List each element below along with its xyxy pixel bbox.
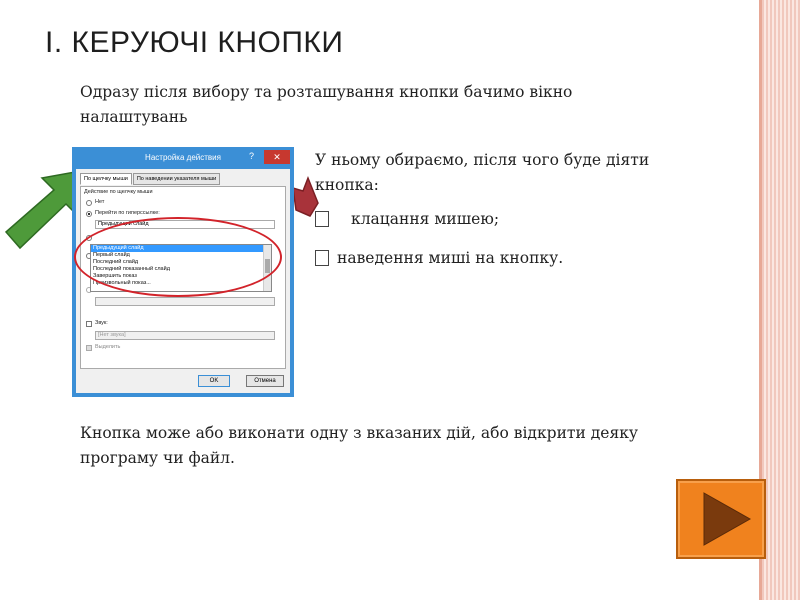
tab-mouse-over[interactable]: По наведении указателя мыши — [133, 173, 220, 185]
red-arrow-icon — [293, 178, 318, 216]
goto-select[interactable]: Предыдущий слайд — [95, 220, 275, 229]
dialog-tabs — [80, 173, 221, 185]
bottom-text: Кнопка може або виконати одну з вказаних дій, або відкрити деяку програму чи файл. — [80, 424, 639, 467]
list-item[interactable]: Произвольный показ... — [93, 280, 151, 286]
group-label: Действие по щелчку мыши — [84, 189, 153, 195]
next-slide-button[interactable] — [676, 479, 766, 559]
sound-label: Звук: — [95, 320, 108, 326]
action-select[interactable] — [95, 297, 275, 306]
choose-text: У ньому обираємо, після чого буде діяти кнопка: — [315, 151, 650, 194]
dialog-titlebar — [72, 147, 294, 169]
close-icon[interactable]: ✕ — [264, 150, 290, 164]
play-icon — [678, 481, 764, 557]
sound-checkbox[interactable] — [86, 321, 92, 327]
radio-none-label: Нет — [95, 199, 105, 205]
highlight-label: Выделить — [95, 344, 121, 350]
radio-goto[interactable] — [86, 211, 92, 217]
radio-goto-label: Перейти по гиперссылке: — [95, 210, 160, 216]
list-item[interactable]: Предыдущий слайд — [91, 245, 271, 252]
slide-title: І. КЕРУЮЧІ КНОПКИ — [45, 26, 344, 59]
intro-text: Одразу після вибору та розташування кнопки бачимо вікно налаштувань — [80, 83, 573, 126]
list-item[interactable]: Последний показанный слайд — [93, 266, 170, 272]
tab-mouse-click[interactable]: По щелчку мыши — [80, 173, 132, 185]
list-item[interactable]: Последний слайд — [93, 259, 139, 265]
bullet-hover-text: наведення миші на кнопку. — [337, 249, 564, 267]
bullet-click-text: клацання мишею; — [351, 210, 500, 228]
cancel-button[interactable]: Отмена — [246, 375, 284, 387]
help-icon[interactable]: ? — [248, 151, 254, 161]
sound-select[interactable]: [Нет звука] — [95, 331, 275, 340]
list-item[interactable]: Первый слайд — [93, 252, 130, 258]
dialog-title: Настройка действия — [145, 153, 221, 162]
highlight-checkbox[interactable] — [86, 345, 92, 351]
list-item[interactable]: Завершить показ — [93, 273, 137, 279]
highlight-ellipse — [74, 217, 282, 297]
radio-none[interactable] — [86, 200, 92, 206]
ok-button[interactable]: OK — [198, 375, 230, 387]
